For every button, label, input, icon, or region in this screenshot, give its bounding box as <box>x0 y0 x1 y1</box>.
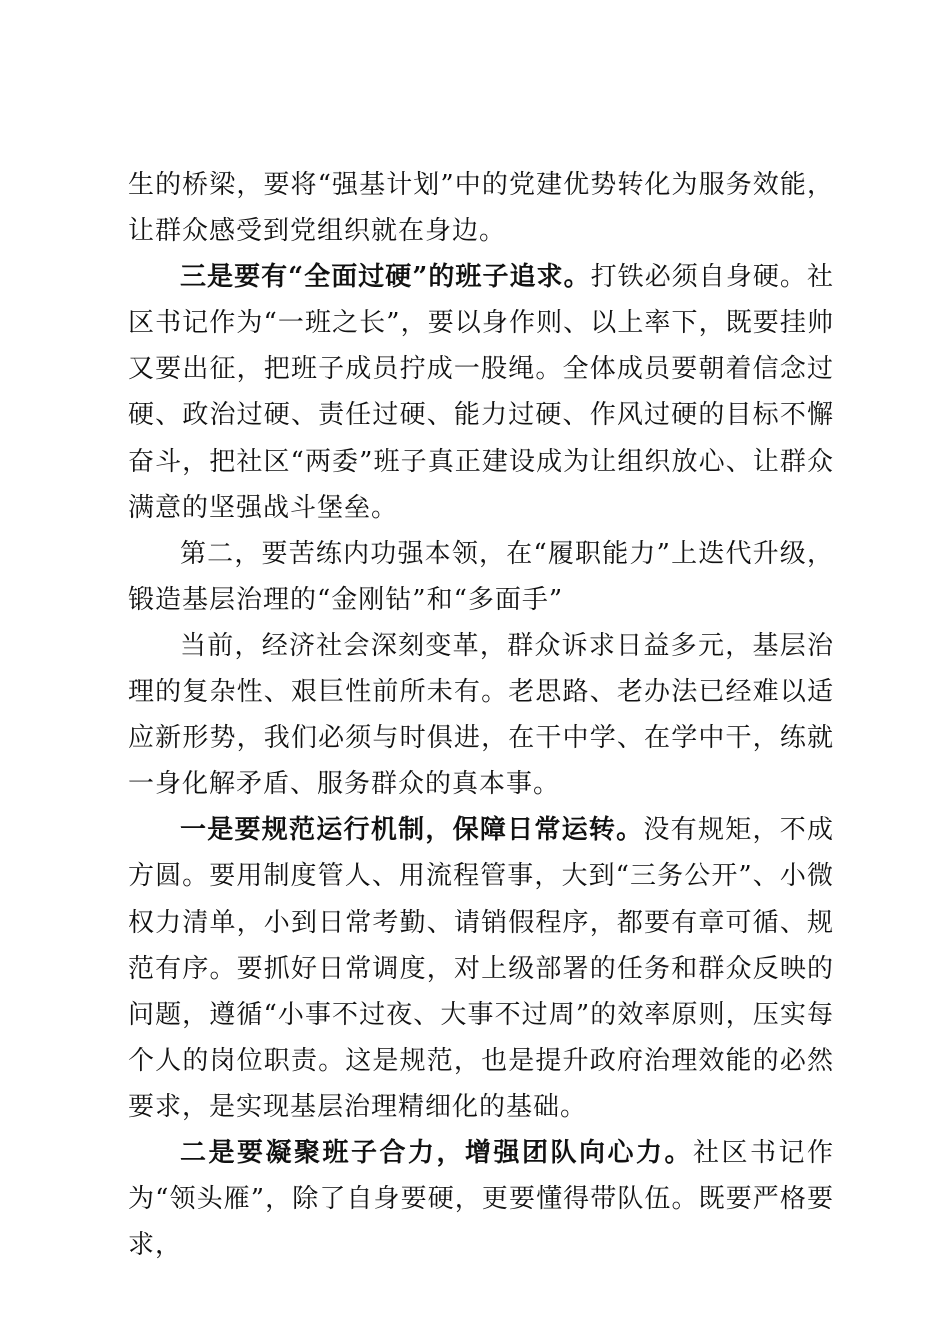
paragraph-1-text: 生的桥梁，要将“强基计划”中的党建优势转化为服务效能，让群众感受到党组织就在身边。 <box>128 170 834 247</box>
paragraph-2-text: 打铁必须自身硬。社区书记作为“一班之长”，要以身作则、以上率下，既要挂帅又要出征，把班子成员拧成一股绳。全体成员要朝着信念过硬、政治过硬、责任过硬、能力过硬、作风过硬的目标不懈奋斗，把社区“两委”班子真正建设成为让组织放心、让群众满意的坚强战斗堡垒。 <box>128 262 834 523</box>
paragraph-5-text: 没有规矩，不成方圆。要用制度管人、用流程管事，大到“三务公开”、小微权力清单，小到日常考勤、请销假程序，都要有章可循、规范有序。要抓好日常调度，对上级部署的任务和群众反映的问题，遵循“小事不过夜、大事不过周”的效率原则，压实每个人的岗位职责。这是规范，也是提升政府治理效能的必然要求，是实现基层治理精细化的基础。 <box>128 815 834 1122</box>
paragraph-6-text: 社区书记作为“领头雁”，除了自身要硬，更要懂得带队伍。既要严格要求， <box>128 1137 834 1261</box>
section-heading-2 <box>128 531 834 623</box>
paragraph-5 <box>128 807 834 1130</box>
paragraph-3-text: 第二，要苦练内功强本领，在“履职能力”上迭代升级，锻造基层治理的“金刚钻”和“多面手” <box>128 538 834 615</box>
paragraph-5-lead: 一是要规范运行机制，保障日常运转。 <box>180 815 644 846</box>
paragraph-4-text: 当前，经济社会深刻变革，群众诉求日益多元，基层治理的复杂性、艰巨性前所未有。老思路、老办法已经难以适应新形势，我们必须与时俱进，在干中学、在学中干，练就一身化解矛盾、服务群众的真本事。 <box>128 630 834 800</box>
paragraph-1 <box>128 162 834 254</box>
document-page <box>128 162 834 1268</box>
paragraph-6 <box>128 1130 834 1268</box>
paragraph-4 <box>128 623 834 807</box>
paragraph-2 <box>128 254 834 531</box>
paragraph-6-lead: 二是要凝聚班子合力，增强团队向心力。 <box>180 1137 693 1168</box>
paragraph-2-lead: 三是要有“全面过硬”的班子追求。 <box>180 262 591 293</box>
